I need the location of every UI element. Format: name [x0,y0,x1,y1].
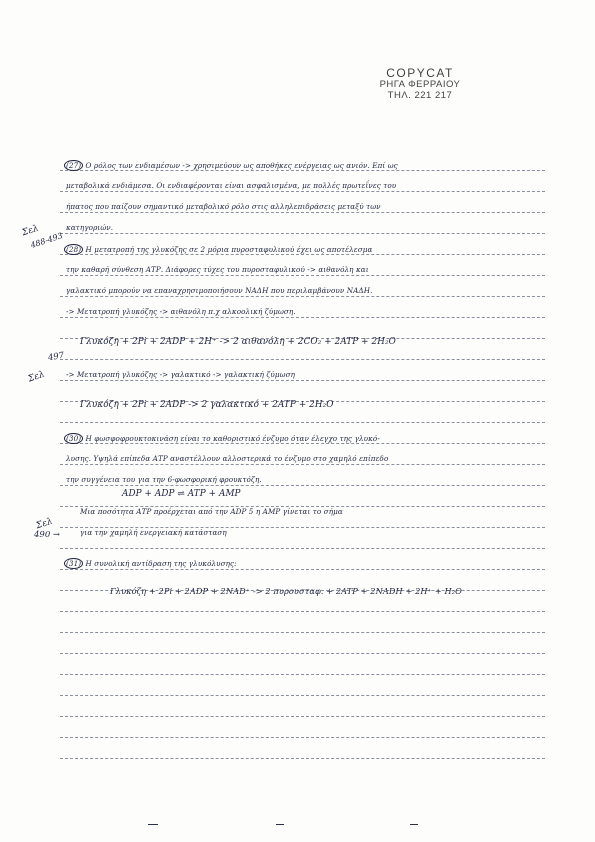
text-line [64,244,372,255]
margin-note-page-ref: Σελ [20,223,41,239]
text-line: κατηγοριών. [66,223,114,232]
ruled-line [60,464,545,465]
ruled-line [60,716,545,717]
equation-alcoholic-fermentation: Γλυκόζη + 2Pi + 2ADP + 2H⁺ -> 2 αιθανόλη + 2CO₂ + 2ATP + 2H₂O [80,337,396,347]
text-line: λυσης. Υψηλά επίπεδα ΑΤΡ αναστέλλουν αλλοστερικά το ένζυμο στο χαμηλό επίπεδο [66,454,389,463]
text-line: την καθαρή σύνθεση ΑΤΡ. Διάφορες τύχες του πυροσταφυλικού -> αιθανόλη και [66,265,369,274]
stamp-line-3: ΤΗΛ. 221 217 [387,90,453,101]
text-line: την συγγένεια του για την 6-φωσφορική φρουκτόζη. [66,475,262,484]
item-number: (31) [66,559,82,568]
copycat-stamp [352,68,488,101]
ruled-line [60,737,545,738]
equation-glycolysis-overall: Γλυκόζη + 2Pi + 2ADP + 2NAD⁺ -> 2 πυρουσταφ. + 2ATP + 2NADH + 2H⁺ + H₂O [110,586,462,596]
line-text: Η μετατροπή της γλυκόζης σε 2 μόρια πυροσταφυλικού έχει ως αποτέλεσμα [85,245,373,254]
margin-note-page-ref: Σελ [34,516,55,532]
ruled-line [60,275,545,276]
stamp-line-2: ΡΗΓΑ ΦΕΡΡΑΙΟΥ [379,79,461,90]
ruled-line [60,758,545,759]
ruled-line [60,548,545,549]
ruled-line [60,212,545,213]
ruled-line [60,233,545,234]
text-line: για την χαμηλή ενεργειακή κατάσταση [80,528,227,537]
text-line: -> Μετατροπή γλυκόζης -> αιθανόλη π.χ αλκοολική ζύμωση. [66,307,296,316]
text-line: -> Μετατροπή γλυκόζης -> γαλακτικό -> γαλακτική ζύμωση [66,370,296,379]
text-line: Μια ποσότητα ΑΤΡ προέρχεται από την ADP 5 η AMP γίνεται το σήμα [80,507,343,516]
line-text: Ο ρόλος των ενδιαμέσων -> χρησιμεύουν ως αποθήκες ενέργειας ως ανιόν. Επί ως [85,161,398,170]
ruled-line [60,653,545,654]
ruled-line [60,611,545,612]
stamp-line-1: COPYCAT [386,66,454,80]
margin-note-page-number: 490 → [34,530,61,540]
text-line: μεταβολικά ενδιάμεσα. Οι ενδιαφέρονται είναι ασφαλισμένα, με πολλές πρωτεΐνες του [66,181,397,190]
text-line [64,160,398,171]
ruled-line [60,695,545,696]
ruled-line [60,632,545,633]
ruled-line [60,296,545,297]
equation-adenylate-kinase: ADP + ADP ⇌ ATP + AMP [122,489,241,499]
scan-mark [410,824,418,825]
item-number: (30) [66,434,82,443]
ruled-line [60,569,545,570]
item-number: (28) [66,245,82,254]
scan-mark [276,824,284,825]
margin-note-page-range: 488-493 [29,231,64,250]
equation-lactic-fermentation: Γλυκόζη + 2Pi + 2ADP -> 2 γαλακτικό + 2ATP + 2H₂O [80,400,334,410]
text-line: ήπατος που παίζουν σημαντικό μεταβολικό ρόλο στις αλληλεπιδράσεις μεταξύ των [66,202,381,211]
ruled-line [60,422,545,423]
ruled-line [60,674,545,675]
item-number: (27) [66,161,82,170]
text-line [64,433,380,444]
text-line: γαλακτικό μπορούν να επαναχρησιμοποιήσουν ΝΑΔΗ που περιλαμβάνουν ΝΑΔΗ. [66,286,373,295]
ruled-line [60,317,545,318]
ruled-line [60,191,545,192]
scan-mark [148,824,158,825]
ruled-line [60,380,545,381]
ruled-line [60,485,545,486]
margin-note-page-ref: Σελ [26,369,47,385]
ruled-line [60,359,545,360]
text-line [64,558,237,569]
line-text: Η συνολική αντίδραση της γλυκόλυσης: [85,559,237,568]
line-text: Η φωσφοφρουκτοκινάση είναι το καθοριστικό ένζυμο όταν έλεγχο της γλυκό- [85,434,380,443]
margin-note-page-number: 497 [47,350,65,364]
